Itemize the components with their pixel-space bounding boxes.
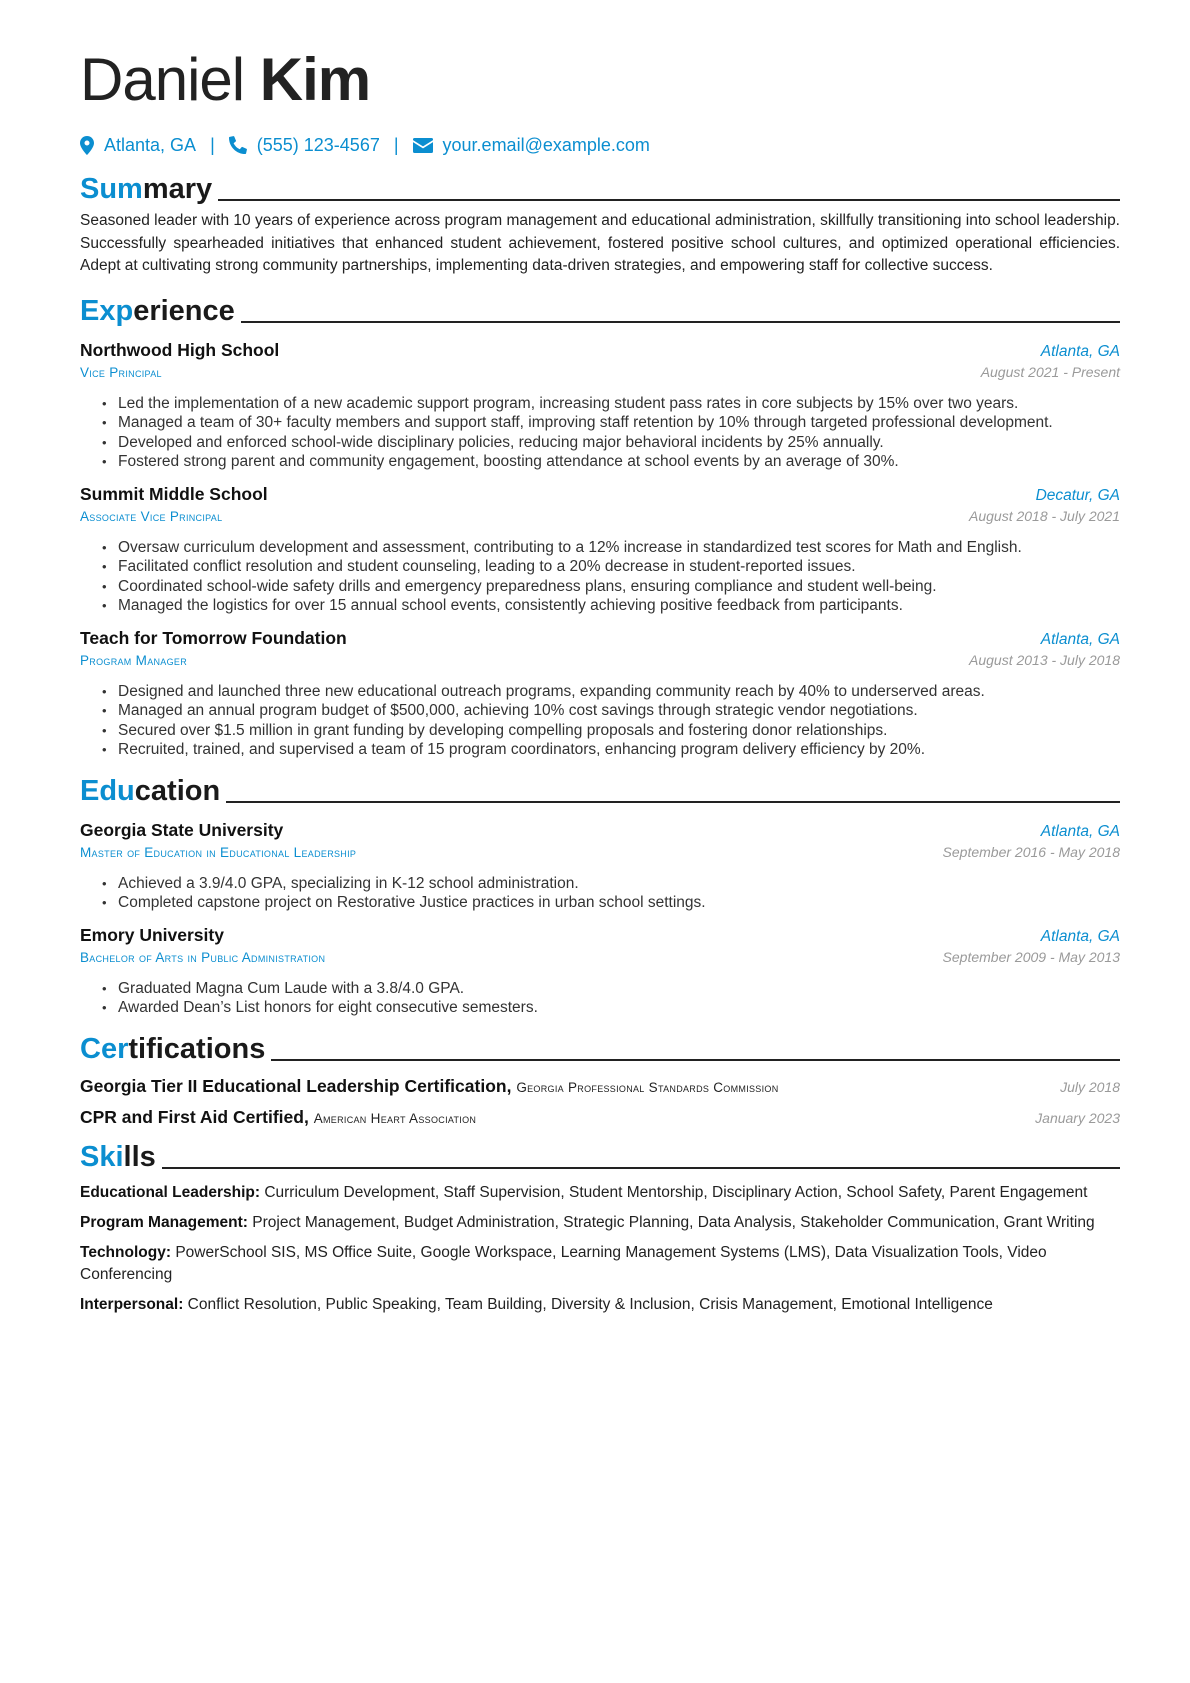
section-rule — [162, 1167, 1120, 1169]
certification-date: July 2018 — [1060, 1078, 1120, 1095]
list-item: • Completed capstone project on Restorative Justice practices in urban school settings. — [102, 893, 1120, 913]
job-title: Associate Vice Principal — [80, 508, 223, 524]
first-name: Daniel — [80, 46, 245, 113]
list-item: • Oversaw curriculum development and assessment, contributing to a 12% increase in standardized test scores for Math and English. — [102, 538, 1120, 558]
phone-icon — [229, 136, 247, 154]
section-title: Experience — [80, 294, 235, 327]
contact-line — [80, 130, 1120, 160]
entry-location: Atlanta, GA — [1040, 927, 1120, 945]
list-item: • Achieved a 3.9/4.0 GPA, specializing in K-12 school administration. — [102, 874, 1120, 894]
list-item: • Developed and enforced school-wide disciplinary policies, reducing major behavioral incidents by 25% annually. — [102, 433, 1120, 453]
contact-email[interactable] — [413, 135, 650, 156]
list-item: • Managed an annual program budget of $500,000, achieving 10% cost savings through strategic vendor negotiations. — [102, 701, 1120, 721]
education-entry — [80, 820, 1120, 913]
certification-text: CPR and First Aid Certified, American Heart Association — [80, 1106, 477, 1127]
skill-row — [80, 1242, 1120, 1286]
job-title: Program Manager — [80, 652, 188, 668]
list-item: • Managed a team of 30+ faculty members and support staff, improving staff retention by 10% through targeted professional development. — [102, 413, 1120, 433]
degree: Bachelor of Arts in Public Administration — [80, 949, 326, 965]
entry-dates: September 2016 - May 2018 — [942, 843, 1120, 860]
experience-entry — [80, 484, 1120, 616]
list-item: • Fostered strong parent and community engagement, boosting attendance at school events by an average of 30%. — [102, 452, 1120, 472]
contact-separator: | — [210, 134, 215, 155]
entry-dates: August 2013 - July 2018 — [969, 651, 1120, 668]
list-item: • Managed the logistics for over 15 annual school events, consistently achieving positive feedback from participants. — [102, 596, 1120, 616]
list-item: • Recruited, trained, and supervised a team of 15 program coordinators, enhancing program delivery efficiency by 20%. — [102, 740, 1120, 760]
skill-row — [80, 1294, 1120, 1316]
list-item: • Coordinated school-wide safety drills and emergency preparedness plans, ensuring compliance and student well-being. — [102, 577, 1120, 597]
job-title: Vice Principal — [80, 364, 162, 380]
institution: Emory University — [80, 924, 224, 945]
certification-title: Georgia Tier II Educational Leadership Certification — [80, 1075, 507, 1096]
entry-location: Decatur, GA — [1035, 486, 1120, 504]
certifications-heading — [80, 1026, 1120, 1066]
section-rule — [271, 1059, 1120, 1061]
list-item: • Designed and launched three new educational outreach programs, expanding community reach by 40% to underserved areas. — [102, 682, 1120, 702]
education-heading — [80, 768, 1120, 808]
experience-heading — [80, 288, 1120, 328]
list-item: • Graduated Magna Cum Laude with a 3.8/4.0 GPA. — [102, 979, 1120, 999]
certification-issuer: American Heart Association — [313, 1110, 477, 1126]
skills-heading — [80, 1134, 1120, 1174]
list-item: • Awarded Dean’s List honors for eight consecutive semesters. — [102, 998, 1120, 1018]
certification-item — [80, 1107, 1120, 1128]
list-item: • Led the implementation of a new academic support program, increasing student pass rates in core subjects by 15% over two years. — [102, 394, 1120, 414]
full-name — [80, 40, 1120, 120]
bullet-list — [102, 538, 1120, 616]
skill-values: Project Management, Budget Administration, Strategic Planning, Data Analysis, Stakeholder Communication, Grant Writing — [252, 1213, 1095, 1231]
institution: Georgia State University — [80, 819, 284, 840]
skill-row — [80, 1182, 1120, 1204]
section-rule — [218, 199, 1120, 201]
certification-text: Georgia Tier II Educational Leadership Certification, Georgia Professional Standards Commission — [80, 1075, 779, 1096]
skill-label: Interpersonal: — [80, 1295, 184, 1313]
email-link[interactable]: your.email@example.com — [442, 134, 650, 155]
organization: Summit Middle School — [80, 483, 268, 504]
section-rule — [226, 801, 1120, 803]
entry-location: Atlanta, GA — [1040, 342, 1120, 360]
last-name: Kim — [259, 46, 371, 113]
certification-issuer: Georgia Professional Standards Commission — [516, 1079, 779, 1095]
entry-location: Atlanta, GA — [1040, 630, 1120, 648]
organization: Teach for Tomorrow Foundation — [80, 627, 347, 648]
entry-dates: August 2021 - Present — [980, 363, 1120, 380]
section-title: Education — [80, 774, 221, 807]
section-title: Certifications — [80, 1032, 266, 1065]
bullet-list — [102, 394, 1120, 472]
skill-label: Technology: — [80, 1243, 171, 1261]
certification-date: January 2023 — [1035, 1109, 1120, 1126]
summary-text: Seasoned leader with 10 years of experience across program management and educational administration, skillfully transitioning into school leadership. Successfully spearheaded initiatives that enhanced student achievement, fostered positive school cultures, and optimized operational efficiencies. Adept at cultivating strong community partnerships, implementing data-driven strategies, and empowering staff for collective success. — [80, 212, 1120, 274]
skill-label: Educational Leadership: — [80, 1183, 261, 1201]
contact-location — [80, 135, 196, 156]
education-entry — [80, 925, 1120, 1018]
entry-dates: September 2009 - May 2013 — [942, 948, 1120, 965]
skill-values: Curriculum Development, Staff Supervision, Student Mentorship, Disciplinary Action, School Safety, Parent Engagement — [264, 1183, 1088, 1201]
contact-separator: | — [393, 134, 399, 155]
skill-values: Conflict Resolution, Public Speaking, Team Building, Diversity & Inclusion, Crisis Management, Emotional Intelligence — [187, 1295, 993, 1313]
entry-location: Atlanta, GA — [1040, 822, 1120, 840]
list-item: • Facilitated conflict resolution and student counseling, leading to a 20% decrease in student-reported issues. — [102, 557, 1120, 577]
contact-phone[interactable] — [229, 135, 380, 156]
bullet-list — [102, 874, 1120, 913]
phone-text[interactable]: (555) 123-4567 — [256, 134, 380, 155]
experience-entry — [80, 340, 1120, 472]
section-rule — [241, 321, 1120, 323]
organization: Northwood High School — [80, 339, 280, 360]
map-pin-icon — [80, 136, 94, 155]
skill-label: Program Management: — [80, 1213, 248, 1231]
certification-title: CPR and First Aid Certified — [80, 1106, 304, 1127]
section-title: Summary — [80, 173, 213, 205]
experience-entry — [80, 628, 1120, 760]
summary-heading — [80, 166, 1120, 206]
envelope-icon — [413, 138, 433, 153]
bullet-list — [102, 682, 1120, 760]
entry-dates: August 2018 - July 2021 — [969, 507, 1120, 524]
list-item: • Secured over $1.5 million in grant funding by developing compelling proposals and fostering donor relationships. — [102, 721, 1120, 741]
skill-values: PowerSchool SIS, MS Office Suite, Google Workspace, Learning Management Systems (LMS), Data Visualization Tools, Video Conferencing — [80, 1243, 1047, 1283]
bullet-list — [102, 979, 1120, 1018]
certification-item — [80, 1076, 1120, 1097]
degree: Master of Education in Educational Leadership — [80, 844, 357, 860]
skill-row — [80, 1212, 1120, 1234]
section-title: Skills — [80, 1140, 156, 1173]
location-text: Atlanta, GA — [104, 134, 197, 155]
